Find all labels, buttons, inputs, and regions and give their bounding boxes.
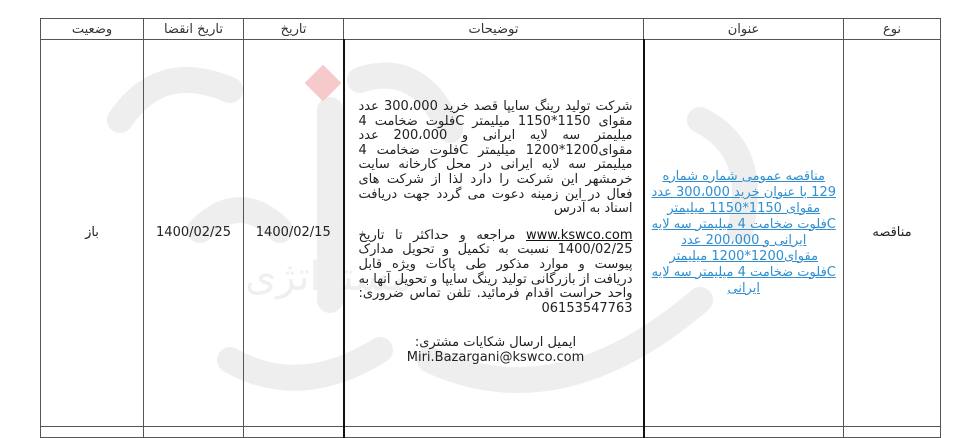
header-status: وضعیت bbox=[41, 19, 144, 40]
complaint-label: ایمیل ارسال شکایات مشتری: bbox=[414, 335, 577, 351]
header-date: تاریخ bbox=[244, 19, 344, 40]
cell-status: باز bbox=[41, 40, 144, 427]
description-mid: مراجعه و حداکثر تا تاریخ 1400/02/25 نسبت به تکمیل و تحویل مدارک پیوست و موارد مذکور طی پاکات ویژه قابل دریافت از بازرگانی تولید رینگ سایپا و تحویل آنها به واحد حراست اقدام فرمائید. تلفن تماس ضروری: 06153547763 bbox=[358, 227, 633, 316]
cell-description bbox=[344, 40, 644, 427]
header-type: نوع bbox=[844, 19, 941, 40]
cell-date: 1400/02/15 bbox=[244, 40, 344, 427]
table-row-next bbox=[41, 426, 941, 437]
tenders-table bbox=[40, 18, 941, 438]
description-intro: شرکت تولید رینگ سایپا قصد خرید 300،000 عدد مقوای 1150*1150 میلیمتر Cفلوت ضخامت 4 میلیمتر سه لایه ایرانی و 200،000 عدد مقوای1200*1200 میلیمتر Cفلوت ضخامت 4 میلیمتر سه لایه ایرانی در محل کارخانه سایت خرمشهر این شرکت را دارد لذا از شرکت های فعال در این زمینه دعوت می گردد جهت دریافت اسناد به آدرس bbox=[358, 99, 633, 217]
website-link[interactable]: www.kswco.com bbox=[525, 227, 633, 243]
header-description: توضیحات bbox=[344, 19, 644, 40]
cell-expiry: 1400/02/25 bbox=[144, 40, 244, 427]
cell-type: مناقصه bbox=[844, 40, 941, 427]
header-title: عنوان bbox=[644, 19, 844, 40]
cell-title bbox=[644, 40, 844, 427]
header-expiry: تاریخ انقضا bbox=[144, 19, 244, 40]
watermark-text: مستراتژی bbox=[245, 254, 412, 300]
complaint-email[interactable]: Miri.Bazargani@kswco.com bbox=[406, 349, 585, 365]
table-row bbox=[41, 40, 941, 427]
tender-title-link[interactable]: مناقصه عمومی شماره شماره 129 با عنوان خرید 300،000 عدد مقوای 1150*1150 میلیمتر Cفلوت ضخامت 4 میلیمتر سه لایه ایرانی و 200،000 عدد مقوای1200*1200 میلیمتر Cفلوت ضخامت 4 میلیمتر سه لایه ایرانی bbox=[651, 168, 836, 296]
table-header-row bbox=[41, 19, 941, 40]
description-mid-paragraph bbox=[359, 229, 633, 317]
